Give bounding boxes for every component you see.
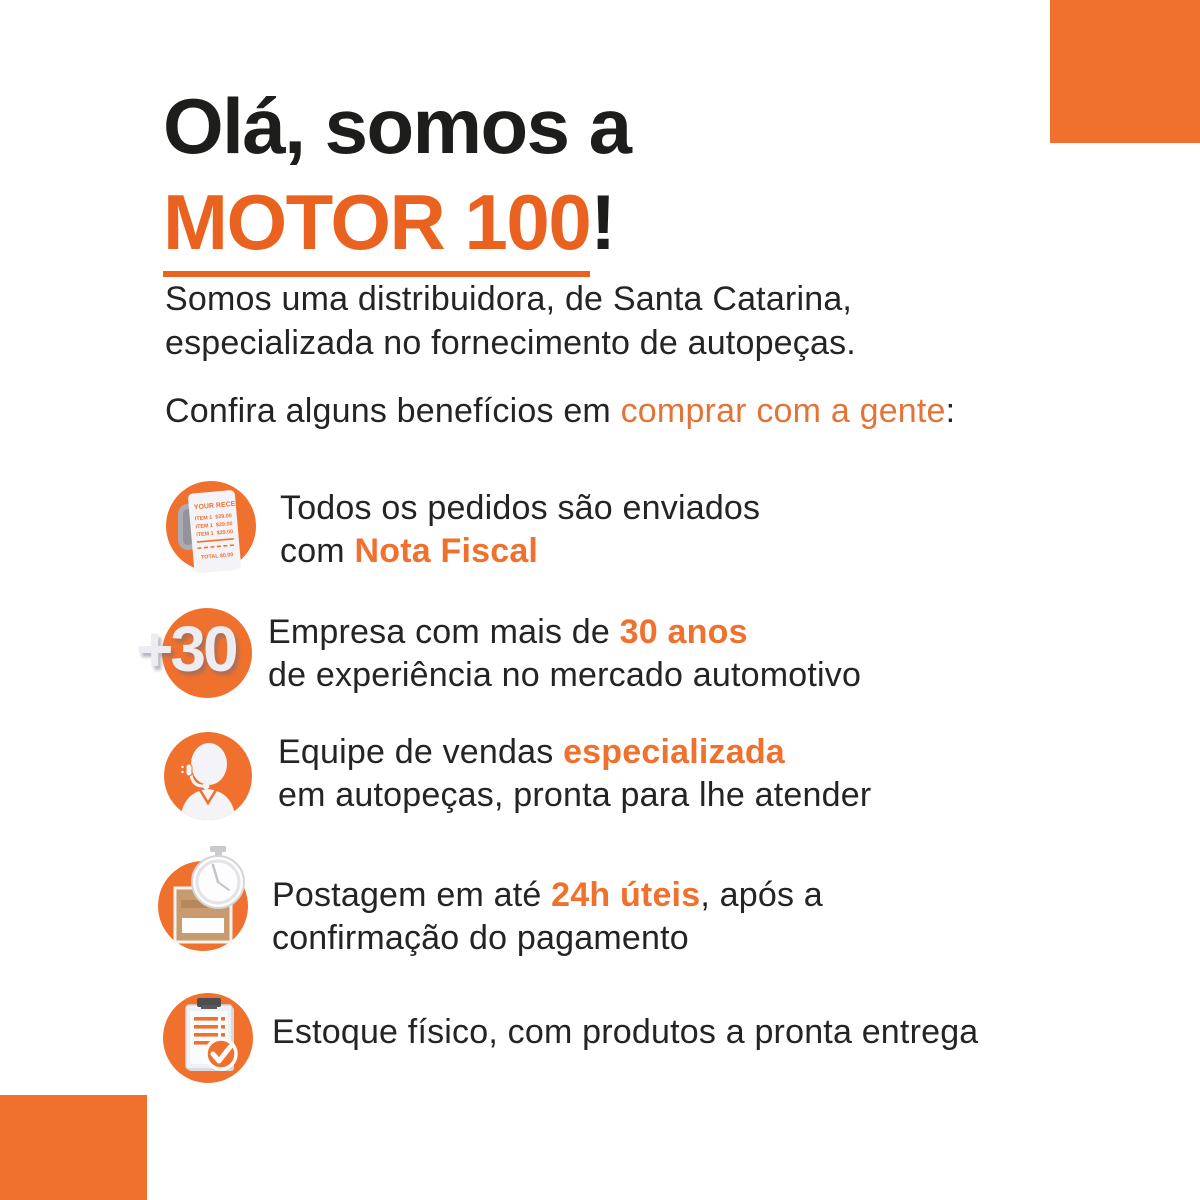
benefit-1-line-2: com Nota Fiscal — [280, 532, 539, 570]
receipt-title-text: YOUR RECEIPT — [193, 499, 247, 512]
benefit-row — [272, 874, 823, 960]
receipt-item-row: ITEM 1 — [195, 522, 214, 531]
corner-square-bottom-left — [0, 1095, 147, 1200]
intro-paragraph — [165, 277, 856, 365]
clipboard-check-icon — [160, 986, 256, 1090]
benefit-4-line-2: confirmação do pagamento — [272, 919, 689, 957]
benefits-intro-highlight: comprar com a gente — [620, 392, 946, 430]
receipt-price: $29.00 — [215, 521, 233, 529]
plus-30-label: +30 — [136, 613, 236, 685]
benefit-row — [280, 487, 760, 573]
title-brand-line — [163, 174, 631, 270]
benefit-4-line-1: Postagem em até 24h úteis, após a — [272, 876, 823, 914]
intro-line-2: especializada no fornecimento de autopeças. — [165, 324, 856, 362]
brand-name: MOTOR 100 — [163, 178, 590, 277]
receipt-icon — [160, 476, 260, 584]
receipt-price: $29.00 — [215, 513, 233, 521]
receipt-total: TOTAL $0.00 — [200, 552, 234, 561]
benefit-row — [268, 611, 861, 697]
benefit-row — [272, 1011, 978, 1054]
support-agent-icon — [160, 728, 256, 824]
benefits-intro-suffix: : — [945, 392, 956, 430]
benefit-3-highlight: especializada — [563, 733, 785, 771]
shipping-box-stopwatch-icon — [153, 842, 257, 956]
benefit-3-line-2: em autopeças, pronta para lhe atender — [278, 776, 872, 814]
benefit-4-highlight: 24h úteis — [551, 876, 701, 914]
corner-square-top-right — [1050, 0, 1200, 143]
receipt-item-row: ITEM 1 — [196, 530, 214, 539]
intro-line-1: Somos uma distribuidora, de Santa Catarina, — [165, 280, 853, 318]
benefits-intro — [165, 392, 955, 431]
benefit-5-line-1: Estoque físico, com produtos a pronta entrega — [272, 1013, 979, 1051]
page-title — [163, 78, 631, 270]
brand-exclamation: ! — [590, 178, 615, 266]
receipt-price: $29.00 — [216, 529, 234, 537]
benefit-1-highlight: Nota Fiscal — [354, 532, 539, 570]
benefits-intro-prefix: Confira alguns benefícios em — [165, 392, 621, 430]
benefit-2-highlight: 30 anos — [619, 613, 748, 651]
receipt-item-row: ITEM 1 — [194, 514, 213, 523]
benefit-2-line-2: de experiência no mercado automotivo — [268, 656, 862, 694]
benefit-1-line-1: Todos os pedidos são enviados — [280, 489, 761, 527]
benefit-2-line-1: Empresa com mais de 30 anos — [268, 613, 748, 651]
benefit-3-line-1: Equipe de vendas especializada — [278, 733, 785, 771]
title-greeting: Olá, somos a — [163, 82, 631, 170]
benefit-row — [278, 731, 871, 817]
plus-30-badge — [136, 602, 276, 706]
